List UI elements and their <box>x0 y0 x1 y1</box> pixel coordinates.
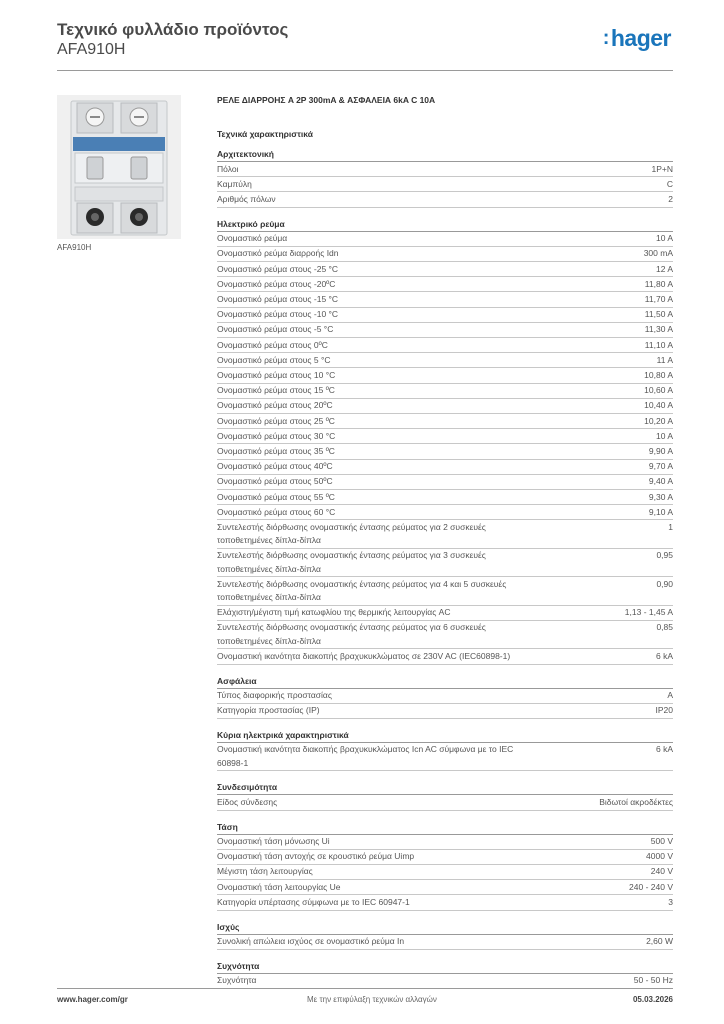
header-divider <box>57 70 673 71</box>
spec-label: Ονομαστικό ρεύμα στους 50ºC <box>217 476 333 487</box>
section-title: Τάση <box>217 822 673 835</box>
spec-value: 1 <box>668 521 673 532</box>
spec-row <box>217 368 673 383</box>
spec-value: 0,90 <box>656 578 673 589</box>
spec-value: 9,30 A <box>648 491 673 502</box>
spec-row <box>217 292 673 307</box>
spec-row <box>217 505 673 520</box>
spec-value: 9,90 A <box>648 445 673 456</box>
page-header <box>57 20 673 72</box>
document-title: Τεχνικό φυλλάδιο προϊόντος <box>57 20 289 39</box>
spec-value: 10 A <box>655 233 673 244</box>
spec-label: Ονομαστικό ρεύμα στους 15 ºC <box>217 385 335 396</box>
spec-row <box>217 577 673 605</box>
spec-value: 11,10 A <box>644 339 673 350</box>
footer-date: 05.03.2026 <box>632 995 673 1004</box>
spec-label: Συντελεστής διόρθωσης ονομαστικής έντασης ρεύματος για 2 συσκευές τοποθετημένες δίπλα-δίπλα <box>217 521 486 546</box>
section-title: Συχνότητα <box>217 961 673 974</box>
spec-value: 11,70 A <box>644 293 673 304</box>
spec-row <box>217 429 673 444</box>
spec-value: 240 V <box>650 866 673 877</box>
logo-colon-icon: : <box>602 27 609 49</box>
spec-label: Ονομαστικό ρεύμα στους 25 ºC <box>217 415 335 426</box>
spec-value: 300 mA <box>643 248 673 259</box>
spec-value: 4000 V <box>646 851 673 862</box>
spec-label: Ονομαστική ικανότητα διακοπής βραχυκυκλώματος σε 230V AC (IEC60898-1) <box>217 650 511 661</box>
spec-label: Ονομαστικό ρεύμα στους 5 °C <box>217 354 331 365</box>
spec-value: 500 V <box>650 836 673 847</box>
spec-label: Συχνότητα <box>217 975 257 986</box>
footer-divider <box>57 988 673 989</box>
spec-value: 11,80 A <box>644 278 673 289</box>
section-title: Ηλεκτρικό ρεύμα <box>217 219 673 232</box>
logo-text: hager <box>610 25 671 51</box>
footer-website-link[interactable]: www.hager.com/gr <box>57 995 128 1004</box>
spec-label: Κατηγορία υπέρτασης σύμφωνα με το IEC 60947-1 <box>217 896 410 907</box>
spec-row <box>217 743 673 771</box>
spec-row <box>217 606 673 621</box>
spec-label: Μέγιστη τάση λειτουργίας <box>217 866 313 877</box>
spec-label: Κατηγορία προστασίας (IP) <box>217 705 320 716</box>
section-title: Συνδεσιμότητα <box>217 782 673 795</box>
spec-value: 10 A <box>655 430 673 441</box>
section-title: Αρχιτεκτονική <box>217 149 673 162</box>
spec-label: Ονομαστικό ρεύμα στους 20ºC <box>217 400 333 411</box>
spec-label: Ονομαστικό ρεύμα στους 55 ºC <box>217 491 335 502</box>
spec-label: Ονομαστική τάση μόνωσης Ui <box>217 836 330 847</box>
spec-row <box>217 895 673 910</box>
spec-section <box>217 219 673 665</box>
spec-value: 9,10 A <box>648 506 673 517</box>
spec-row <box>217 192 673 207</box>
spec-value: 0,85 <box>656 622 673 633</box>
spec-section <box>217 961 673 989</box>
spec-row <box>217 490 673 505</box>
spec-row <box>217 704 673 719</box>
spec-value: 9,70 A <box>648 461 673 472</box>
spec-section <box>217 730 673 771</box>
spec-sections <box>217 149 673 989</box>
spec-label: Ονομαστικό ρεύμα <box>217 233 288 244</box>
spec-label: Ονομαστικό ρεύμα στους 35 ºC <box>217 445 335 456</box>
product-code: AFA910H <box>57 41 126 58</box>
spec-label: Είδος σύνδεσης <box>217 796 278 807</box>
spec-value: 6 kA <box>655 744 673 755</box>
section-title: Κύρια ηλεκτρικά χαρακτηριστικά <box>217 730 673 743</box>
spec-value: 0,95 <box>656 550 673 561</box>
section-title: Ισχύς <box>217 922 673 935</box>
spec-value: 10,60 A <box>644 385 673 396</box>
product-image <box>57 95 181 239</box>
spec-row <box>217 444 673 459</box>
spec-label: Συνολική απώλεια ισχύος σε ονομαστικό ρεύμα In <box>217 936 405 947</box>
spec-row <box>217 323 673 338</box>
spec-row <box>217 865 673 880</box>
spec-row <box>217 277 673 292</box>
spec-label: Ονομαστικό ρεύμα στους -10 °C <box>217 309 339 320</box>
tech-specs-heading: Τεχνικά χαρακτηριστικά <box>217 129 313 139</box>
spec-label: Πόλοι <box>217 163 239 174</box>
spec-value: 10,20 A <box>644 415 673 426</box>
spec-row <box>217 795 673 810</box>
spec-row <box>217 232 673 247</box>
spec-row <box>217 835 673 850</box>
spec-value: 1,13 - 1,45 A <box>624 607 673 618</box>
spec-row <box>217 177 673 192</box>
spec-label: Ονομαστικό ρεύμα στους -5 °C <box>217 324 334 335</box>
spec-value: 12 A <box>655 263 673 274</box>
spec-row <box>217 353 673 368</box>
spec-section <box>217 822 673 911</box>
spec-section <box>217 782 673 810</box>
spec-label: Ονομαστική τάση λειτουργίας Ue <box>217 881 341 892</box>
spec-section <box>217 676 673 719</box>
spec-label: Συντελεστής διόρθωσης ονομαστικής έντασης ρεύματος για 3 συσκευές τοποθετημένες δίπλα-δίπλα <box>217 550 486 574</box>
footer-disclaimer: Με την επιφύλαξη τεχνικών αλλαγών <box>307 995 437 1004</box>
spec-row <box>217 399 673 414</box>
spec-row <box>217 850 673 865</box>
spec-label: Αριθμός πόλων <box>217 193 276 204</box>
spec-content <box>217 95 673 1000</box>
spec-label: Ονομαστική τάση αντοχής σε κρουστικό ρεύμα Uimp <box>217 851 415 862</box>
spec-value: 11,30 A <box>644 324 673 335</box>
spec-row <box>217 308 673 323</box>
spec-value: 6 kA <box>655 650 673 661</box>
spec-row <box>217 384 673 399</box>
spec-value: IP20 <box>655 705 673 716</box>
spec-label: Ελάχιστη/μέγιστη τιμή κατωφλίου της θερμικής λειτουργίας AC <box>217 607 451 618</box>
spec-label: Καμπύλη <box>217 178 252 189</box>
spec-label: Ονομαστικό ρεύμα στους 0ºC <box>217 339 328 350</box>
product-name: ΡΕΛΕ ΔΙΑΡΡΟΗΣ A 2P 300mA & ΑΣΦΑΛΕΙΑ 6kA C 10A <box>217 95 436 105</box>
spec-value: 10,80 A <box>644 369 673 380</box>
spec-value: 2 <box>668 193 673 204</box>
breaker-illustration <box>57 95 181 239</box>
spec-row <box>217 460 673 475</box>
spec-value: 10,40 A <box>644 400 673 411</box>
spec-section <box>217 149 673 208</box>
spec-label: Ονομαστικό ρεύμα στους -20ºC <box>217 278 336 289</box>
spec-row <box>217 935 673 950</box>
spec-label: Τύπος διαφορικής προστασίας <box>217 690 332 700</box>
spec-value: A <box>667 690 673 700</box>
spec-value: 3 <box>668 896 673 907</box>
spec-row <box>217 162 673 177</box>
spec-value: 1P+N <box>651 163 673 174</box>
spec-row <box>217 689 673 704</box>
spec-label: Ονομαστική ικανότητα διακοπής βραχυκυκλώματος Icn AC σύμφωνα με το IEC 60898-1 <box>217 744 514 768</box>
spec-row <box>217 974 673 989</box>
spec-label: Ονομαστικό ρεύμα διαρροής Idn <box>217 248 339 259</box>
spec-row <box>217 880 673 895</box>
spec-label: Ονομαστικό ρεύμα στους -15 °C <box>217 293 339 304</box>
spec-value: 11 A <box>656 354 673 365</box>
spec-label: Ονομαστικό ρεύμα στους -25 °C <box>217 263 339 274</box>
image-caption: AFA910H <box>57 243 92 252</box>
spec-row <box>217 520 673 548</box>
spec-label: Ονομαστικό ρεύμα στους 10 °C <box>217 369 336 380</box>
section-title: Ασφάλεια <box>217 676 673 689</box>
spec-value: 9,40 A <box>648 476 673 487</box>
spec-row <box>217 247 673 262</box>
spec-value: 240 - 240 V <box>629 881 673 892</box>
spec-row <box>217 475 673 490</box>
spec-row <box>217 649 673 664</box>
spec-section <box>217 922 673 950</box>
spec-value: C <box>666 178 673 189</box>
spec-value: 2,60 W <box>646 936 673 947</box>
spec-row <box>217 262 673 277</box>
spec-value: 11,50 A <box>644 309 673 320</box>
spec-row <box>217 414 673 429</box>
spec-label: Ονομαστικό ρεύμα στους 40ºC <box>217 461 333 472</box>
spec-value: Βιδωτοί ακροδέκτες <box>599 796 673 807</box>
spec-label: Ονομαστικό ρεύμα στους 60 °C <box>217 506 336 517</box>
hager-logo <box>603 25 671 52</box>
spec-value: 50 - 50 Hz <box>633 975 673 986</box>
spec-label: Ονομαστικό ρεύμα στους 30 °C <box>217 430 336 441</box>
spec-label: Συντελεστής διόρθωσης ονομαστικής έντασης ρεύματος για 4 και 5 συσκευές τοποθετημένες δίπλα-δίπλα <box>217 578 507 602</box>
spec-row <box>217 549 673 577</box>
spec-row <box>217 338 673 353</box>
spec-label: Συντελεστής διόρθωσης ονομαστικής έντασης ρεύματος για 6 συσκευές τοποθετημένες δίπλα-δίπλα <box>217 622 486 646</box>
spec-row <box>217 621 673 649</box>
